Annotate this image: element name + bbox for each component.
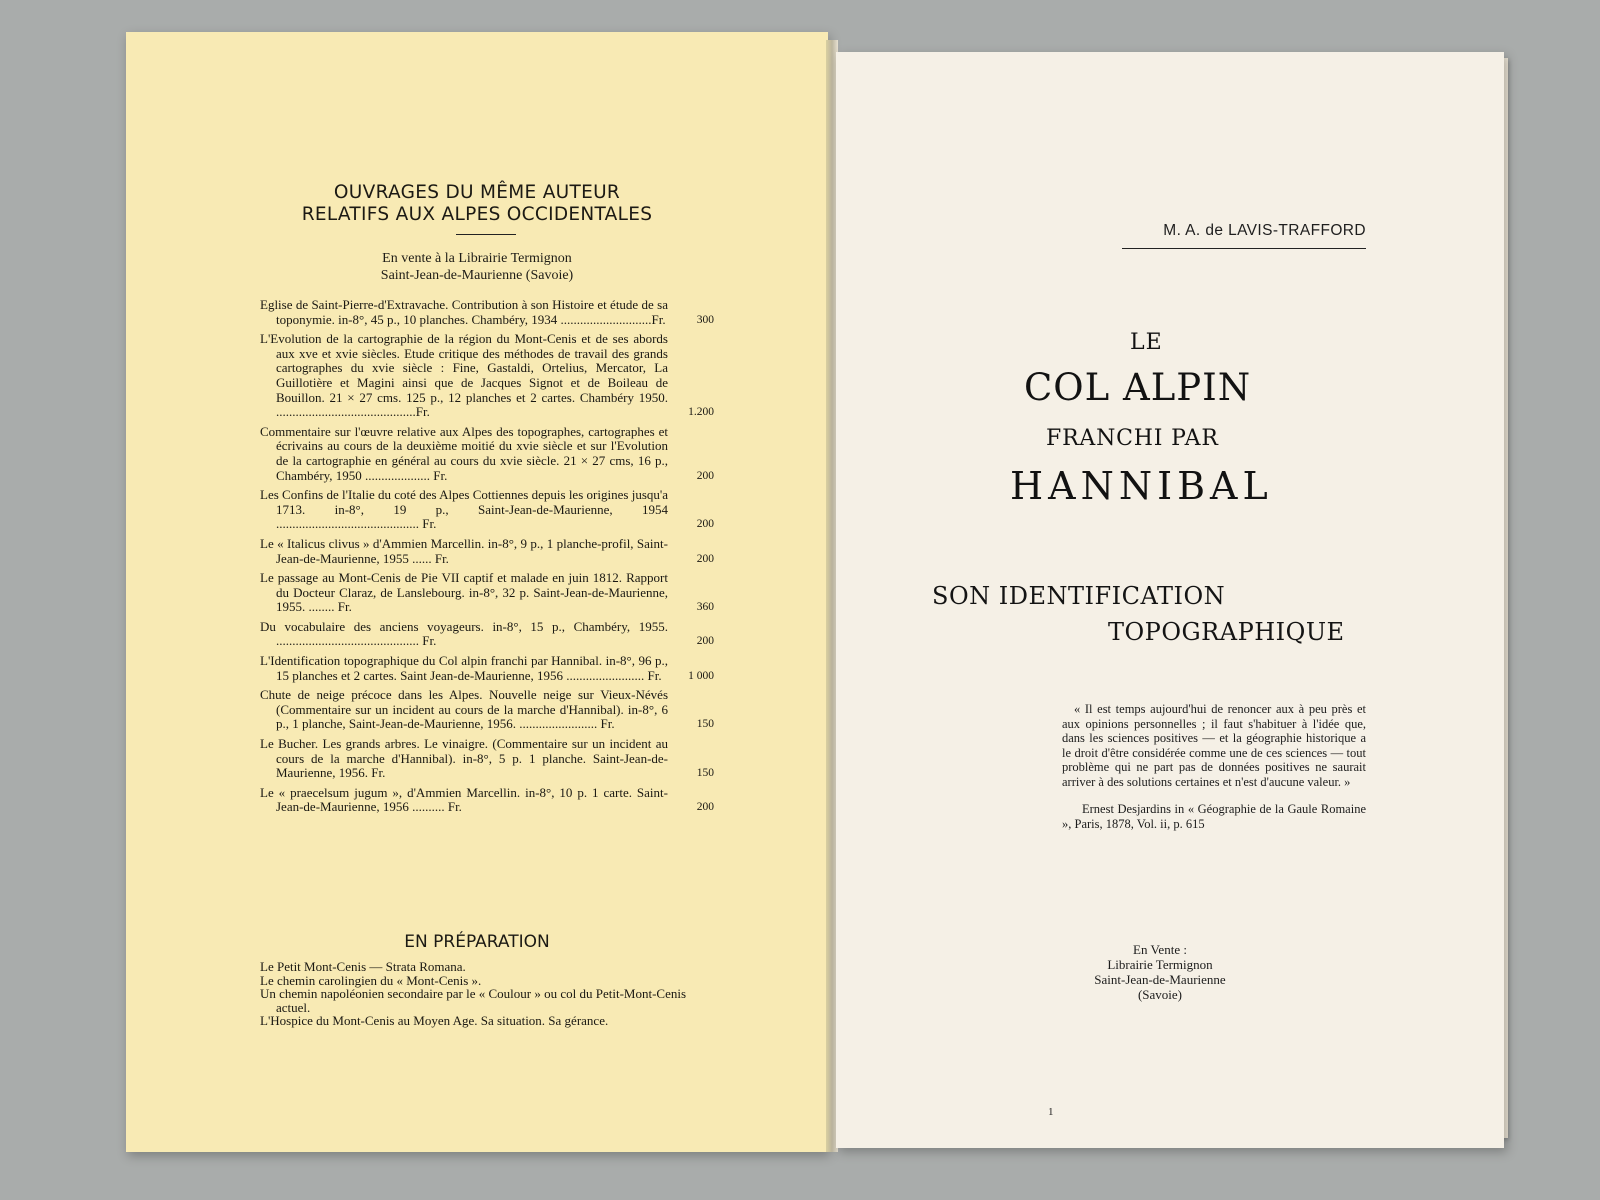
work-entry-text: Commentaire sur l'œuvre relative aux Alpes des topographes, cartographes et écrivains au cours de la deuxième moitié du xvie siècle et sur l'Evolution de la cartographie en général au cours du xvie siècle. 21 × 27 cms, 16 p., Chambéry, 1950 .................... Fr. <box>260 423 668 483</box>
works-heading <box>126 182 828 226</box>
preparation-item: Le chemin carolingien du « Mont-Cenis ». <box>260 972 482 988</box>
works-list <box>260 298 790 820</box>
work-entry-text: L'Evolution de la cartographie de la région du Mont-Cenis et de ses abords aux xve et xvie siècles. Etude critique des méthodes de travail des grands cartographes du xvie siècle : Fine, Gastaldi, Ortelius, Mercator, La Guillotière et Magini ainsi que de Jacques Signot et de Boileau de Bouillon. 21 × 27 cms. 125 p., 12 planches et 2 cartes. Chambéry 1950. ...........................................Fr. <box>260 331 668 420</box>
subtitle-line1: SON IDENTIFICATION <box>932 582 1226 610</box>
title-hannibal: HANNIBAL <box>1010 464 1273 508</box>
work-entry-price: 1.200 <box>688 406 714 419</box>
work-entry <box>260 298 790 327</box>
work-entry-price: 200 <box>696 469 714 482</box>
preparation-list <box>260 960 710 1028</box>
sale-note <box>126 250 828 284</box>
work-entry-price: 200 <box>696 518 714 531</box>
sale-block <box>1050 942 1270 1002</box>
works-heading-line2: RELATIFS AUX ALPES OCCIDENTALES <box>301 204 653 225</box>
sale-block-line2: Librairie Termignon <box>1107 957 1213 972</box>
preparation-item: L'Hospice du Mont-Cenis au Moyen Age. Sa situation. Sa gérance. <box>260 1013 609 1029</box>
sale-block-line1: En Vente : <box>1133 942 1187 957</box>
work-entry <box>260 488 790 532</box>
epigraph-citation: Ernest Desjardins in « Géographie de la Gaule Romaine », Paris, 1878, Vol. ii, p. 615 <box>1062 802 1366 831</box>
sale-note-line1: En vente à la Librairie Termignon <box>382 251 572 266</box>
left-page <box>126 32 828 1152</box>
sale-block-line3: Saint-Jean-de-Maurienne <box>1094 972 1226 987</box>
epigraph-quote: « Il est temps aujourd'hui de renoncer aux à peu près et aux opinions personnelles ; il faut s'habituer à l'idée que, dans les sciences positives — et la géographie historique a le droit d'être considérée comme une de ces sciences — tout problème qui ne part pas de données positives ne saurait arriver à des solutions certaines et n'est d'aucune valeur. » <box>1062 702 1366 789</box>
subtitle-line2: TOPOGRAPHIQUE <box>1108 618 1345 646</box>
page-number: 1 <box>1048 1106 1054 1118</box>
work-entry-text: Le Bucher. Les grands arbres. Le vinaigre. (Commentaire sur un incident au cours de la marche d'Hannibal). in-8°, 5 p. 1 planche. Saint-Jean-de-Maurienne, 1956. Fr. <box>260 736 668 781</box>
work-entry-price: 200 <box>696 635 714 648</box>
work-entry <box>260 425 790 483</box>
title-le: LE <box>1130 330 1163 355</box>
work-entry-price: 360 <box>696 601 714 614</box>
sale-note-line2: Saint-Jean-de-Maurienne (Savoie) <box>380 268 574 283</box>
work-entry-price: 150 <box>696 718 714 731</box>
work-entry <box>260 737 790 781</box>
work-entry <box>260 332 790 420</box>
work-entry-text: Le passage au Mont-Cenis de Pie VII captif et malade en juin 1812. Rapport du Docteur Claraz, de Lanslebourg. in-8°, 32 p. Saint-Jean-de-Maurienne, 1955. ........ Fr. <box>260 570 668 615</box>
work-entry-price: 200 <box>696 801 714 814</box>
work-entry-price: 300 <box>696 313 714 326</box>
work-entry-text: Le « praecelsum jugum », d'Ammien Marcellin. in-8°, 10 p. 1 carte. Saint-Jean-de-Maurienne, 1956 .......... Fr. <box>260 784 668 815</box>
work-entry <box>260 537 790 566</box>
title-franchi-par: FRANCHI PAR <box>1046 426 1219 451</box>
work-entry-price: 1 000 <box>688 669 714 682</box>
work-entry-price: 150 <box>696 767 714 780</box>
work-entry-text: Du vocabulaire des anciens voyageurs. in-8°, 15 p., Chambéry, 1955. ............................................ Fr. <box>260 618 668 649</box>
preparation-heading: EN PRÉPARATION <box>404 932 550 952</box>
works-heading-line1: OUVRAGES DU MÊME AUTEUR <box>333 182 621 203</box>
title-col-alpin: COL ALPIN <box>1024 366 1252 409</box>
sale-block-line4: (Savoie) <box>1137 987 1183 1002</box>
work-entry-text: L'Identification topographique du Col alpin franchi par Hannibal. in-8°, 96 p., 15 planches et 2 cartes. Saint Jean-de-Maurienne, 1956 ........................ Fr. <box>260 653 668 683</box>
work-entry <box>260 688 790 732</box>
work-entry <box>260 786 790 815</box>
heading-rule <box>456 234 516 235</box>
preparation-item: Le Petit Mont-Cenis — Strata Romana. <box>260 959 466 974</box>
work-entry-text: Chute de neige précoce dans les Alpes. Nouvelle neige sur Vieux-Névés (Commentaire sur un incident au cours de la marche d'Hannibal). in-8°, 6 p., 1 planche, Saint-Jean-de-Maurienne, 1956. ........................ Fr. <box>260 687 668 732</box>
work-entry-text: Le « Italicus clivus » d'Ammien Marcellin. in-8°, 9 p., 1 planche-profil, Saint-Jean-de-Maurienne, 1955 ...... Fr. <box>260 535 668 566</box>
work-entry <box>260 620 790 649</box>
work-entry <box>260 571 790 615</box>
author-name: M. A. de LAVIS-TRAFFORD <box>1163 222 1366 239</box>
work-entry-text: Eglise de Saint-Pierre-d'Extravache. Contribution à son Histoire et étude de sa toponymie. in-8°, 45 p., 10 planches. Chambéry, 1934 ............................Fr. <box>260 297 668 327</box>
preparation-item: Un chemin napoléonien secondaire par le « Coulour » ou col du Petit-Mont-Cenis actuel. <box>260 986 687 1015</box>
work-entry-text: Les Confins de l'Italie du coté des Alpes Cottiennes depuis les origines jusqu'a 1713. in-8°, 19 p., Saint-Jean-de-Maurienne, 1954 ............................................ Fr. <box>260 487 668 532</box>
author-rule <box>1122 248 1366 249</box>
work-entry <box>260 654 790 683</box>
work-entry-price: 200 <box>696 552 714 565</box>
